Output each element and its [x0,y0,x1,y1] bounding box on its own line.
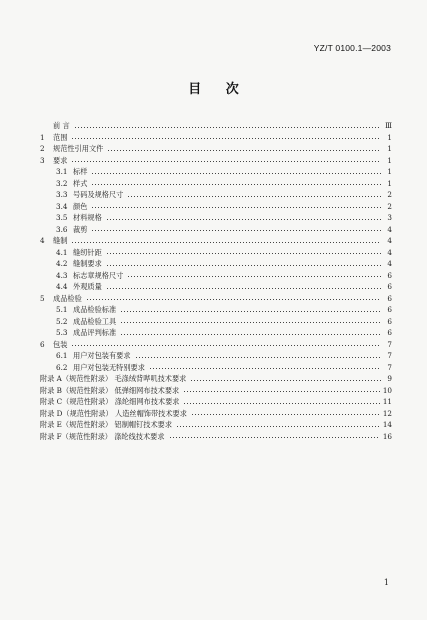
toc-entry-number: 5.2 [56,316,68,326]
toc-entry[interactable] [40,373,392,385]
toc-entry-page: 6 [387,305,392,314]
toc-entry-page: Ⅲ [385,121,392,130]
dot-leader [120,311,381,312]
toc-entry-page: 3 [387,213,392,222]
toc-entry-page: 9 [387,374,392,383]
toc-entry-page: 6 [387,282,392,291]
toc-entry[interactable] [40,120,392,132]
toc-entry-label: 范围 [53,132,68,142]
toc-entry-label: 颜色 [73,201,88,211]
toc-entry-number: 3.5 [56,213,68,222]
dot-leader [120,334,381,335]
dot-leader [127,276,381,277]
toc-entry-page: 1 [387,144,392,153]
toc-entry-label: 成品检验标准 [73,305,117,314]
toc-entry-page: 2 [387,201,392,211]
toc-entry-number: 4.2 [56,259,68,268]
toc-entry-page: 6 [387,270,392,280]
toc-entry-page: 6 [387,328,392,337]
dot-leader [86,299,381,300]
toc-entry-label: 附录 C（规范性附录） 涤纶细网布技术要求 [40,397,180,406]
toc-entry-label: 成品评判标准 [73,328,117,337]
toc-entry[interactable] [40,258,392,270]
page-title: 目 次 [188,82,239,97]
toc-entry[interactable] [40,132,392,144]
toc-entry[interactable] [40,189,392,201]
toc-entry-page: 1 [387,132,392,142]
toc-entry-number: 6.1 [56,351,68,360]
toc-entry-number: 5.3 [56,328,68,337]
toc-entry-number: 4.4 [56,282,68,291]
toc-entry[interactable] [40,201,392,213]
toc-entry-label: 附录 D（规范性附录） 人造丝帽饰带技术要求 [40,408,187,418]
toc-entry-number: 3.6 [56,224,68,234]
toc-entry-number: 5.1 [56,305,68,314]
dot-leader [91,230,381,231]
toc-entry[interactable] [40,224,392,236]
toc-entry[interactable] [40,431,392,443]
toc-entry-label: 规范性引用文件 [53,144,104,153]
standard-code: YZ/T 0100.1—2003 [313,43,391,53]
toc-entry-page: 16 [382,431,392,441]
dot-leader [71,161,381,162]
dot-leader [91,207,381,208]
toc-entry-page: 1 [387,178,392,188]
toc-entry-number: 5 [40,293,45,303]
toc-entry[interactable] [40,316,392,328]
dot-leader [91,184,381,185]
dot-leader [135,357,381,358]
dot-leader [74,127,381,128]
toc-entry-label: 包装 [53,339,68,349]
toc-entry[interactable] [40,339,392,351]
dot-leader [71,345,381,346]
dot-leader [149,368,381,369]
dot-leader [127,196,381,197]
dot-leader [71,138,381,139]
toc-entry[interactable] [40,419,392,431]
toc-entry[interactable] [40,235,392,247]
toc-entry-page: 7 [387,362,392,372]
toc-entry-label: 成品检验 [53,293,82,303]
toc-entry[interactable] [40,281,392,293]
toc-entry-label: 样式 [73,178,88,188]
toc-entry-label: 附录 F（规范性附录） 涤纶线技术要求 [40,431,165,441]
toc-entry[interactable] [40,270,392,282]
toc-entry-page: 4 [387,259,392,268]
dot-leader [191,414,380,415]
dot-leader [176,426,380,427]
toc-entry-number: 1 [40,132,45,142]
toc-entry-label: 裁剪 [73,224,88,234]
toc-entry-page: 4 [387,224,392,234]
dot-leader [106,288,381,289]
dot-leader [91,173,381,174]
toc-entry-label: 缝纫针距 [73,247,102,257]
dot-leader [71,242,381,243]
toc-entry-page: 12 [382,408,392,418]
toc-entry-page: 4 [387,236,392,245]
toc-entry[interactable] [40,212,392,224]
toc-entry[interactable] [40,143,392,155]
toc-entry[interactable] [40,408,392,420]
toc-entry[interactable] [40,178,392,190]
toc-entry[interactable] [40,350,392,362]
toc-entry[interactable] [40,155,392,167]
page-number: 1 [383,578,389,587]
toc-entry-number: 3.2 [56,178,68,188]
toc-entry[interactable] [40,327,392,339]
toc-entry-page: 11 [382,397,392,406]
toc-entry[interactable] [40,166,392,178]
toc-entry-label: 附录 A（规范性附录） 毛涤绒背哔叽技术要求 [40,374,187,383]
toc-entry-page: 7 [387,339,392,349]
toc-entry-page: 7 [387,351,392,360]
dot-leader [106,253,381,254]
toc-entry-number: 6.2 [56,362,68,372]
toc-entry-label: 成品检验工具 [73,316,117,326]
toc-entry-label: 要求 [53,155,68,165]
dot-leader [190,380,381,381]
toc-entry-number: 3 [40,155,45,165]
dot-leader [106,219,381,220]
toc-entry-label: 号码及规格尺寸 [73,190,124,199]
toc-entry-number: 4.3 [56,270,68,280]
toc-entry-label: 附录 B（规范性附录） 低弹细网布技术要求 [40,385,180,395]
toc-entry-page: 2 [387,190,392,199]
toc-entry-number: 4.1 [56,247,68,257]
toc-entry[interactable] [40,247,392,259]
toc-entry[interactable] [40,385,392,397]
toc-entry-page: 4 [387,247,392,257]
toc-entry-page: 14 [382,420,392,429]
toc-entry-label: 标样 [73,167,88,176]
table-of-contents [40,120,392,442]
toc-entry-page: 6 [387,316,392,326]
dot-leader [169,437,380,438]
toc-entry[interactable] [40,362,392,374]
toc-entry[interactable] [40,293,392,305]
dot-leader [183,391,380,392]
toc-entry-label: 前 言 [53,121,70,130]
dot-leader [120,322,381,323]
toc-entry-label: 用户对包装有要求 [73,351,131,360]
toc-entry-number: 4 [40,236,45,245]
toc-entry-number: 3.3 [56,190,68,199]
dot-leader [183,403,379,404]
toc-entry[interactable] [40,304,392,316]
toc-entry-label: 缝制 [53,236,68,245]
toc-entry-number: 3.1 [56,167,68,176]
toc-entry-label: 外观质量 [73,282,102,291]
toc-entry-number: 2 [40,144,45,153]
toc-entry-label: 材料规格 [73,213,102,222]
toc-entry-number: 3.4 [56,201,68,211]
toc-entry[interactable] [40,396,392,408]
toc-entry-label: 缝制要求 [73,259,102,268]
toc-entry-page: 10 [382,385,392,395]
dot-leader [107,150,381,151]
toc-entry-label: 标志章规格尺寸 [73,270,124,280]
toc-entry-page: 1 [387,155,392,165]
toc-entry-label: 附录 E（规范性附录） 铝制帽钉技术要求 [40,420,173,429]
dot-leader [106,265,381,266]
toc-entry-label: 用户对包装无特别要求 [73,362,145,372]
toc-entry-number: 6 [40,339,45,349]
toc-entry-page: 1 [387,167,392,176]
toc-entry-page: 6 [387,293,392,303]
